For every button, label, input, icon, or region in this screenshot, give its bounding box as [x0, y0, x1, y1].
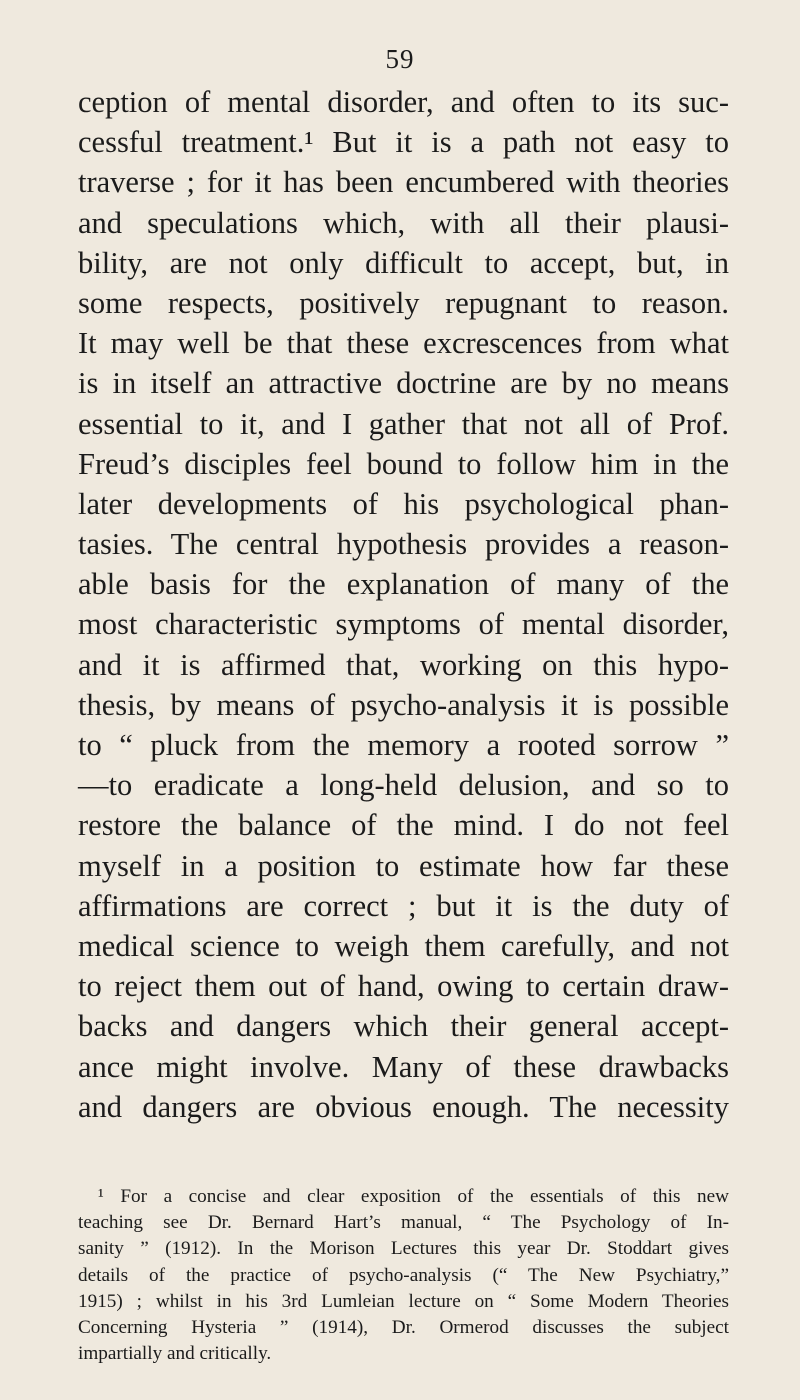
footnotes: [78, 1184, 729, 1367]
body-line: myself in a position to estimate how far these: [78, 848, 729, 883]
body-line: It may well be that these excrescences from what: [78, 326, 729, 361]
footnote-line: 1915) ; whilst in his 3rd Lumleian lecture on “ Some Modern Theories: [78, 1290, 729, 1312]
footnote-line: Concerning Hysteria ” (1914), Dr. Ormerod discusses the subject: [78, 1316, 729, 1338]
body-line: traverse ; for it has been encumbered with theories: [78, 165, 729, 200]
body-line: cessful treatment.¹ But it is a path not easy to: [78, 125, 729, 160]
body-line: Freud’s disciples feel bound to follow him in the: [78, 446, 729, 481]
body-line: backs and dangers which their general accept-: [78, 1009, 729, 1044]
body-line: restore the balance of the mind. I do not feel: [78, 808, 729, 843]
body-line: medical science to weigh them carefully, and not: [78, 928, 729, 963]
body-line: —to eradicate a long-held delusion, and so to: [78, 768, 729, 803]
page-number: 59: [385, 44, 415, 74]
body-line: ance might involve. Many of these drawbacks: [78, 1049, 729, 1084]
body-line: ception of mental disorder, and often to its suc-: [78, 85, 729, 119]
body-line: to reject them out of hand, owing to certain draw-: [78, 969, 729, 1004]
body-line: and speculations which, with all their plausi-: [78, 205, 729, 240]
footnote-line: ¹ For a concise and clear exposition of the essentials of this new: [98, 1186, 729, 1207]
body-line: later developments of his psychological phan-: [78, 486, 729, 521]
body-line: bility, are not only difficult to accept, but, in: [78, 245, 729, 280]
footnote-line: teaching see Dr. Bernard Hart’s manual, “ The Psychology of In-: [78, 1212, 729, 1234]
body-line: is in itself an attractive doctrine are by no means: [78, 366, 729, 401]
body-line: and dangers are obvious enough. The necessity: [78, 1089, 729, 1124]
footnote-line: details of the practice of psycho-analysis (“ The New Psychiatry,”: [78, 1264, 729, 1286]
body-line: most characteristic symptoms of mental disorder,: [78, 607, 729, 642]
footnote-line: sanity ” (1912). In the Morison Lectures this year Dr. Stoddart gives: [78, 1238, 729, 1260]
body-line: some respects, positively repugnant to reason.: [78, 285, 729, 320]
body-text: [78, 82, 729, 1127]
body-line: to “ pluck from the memory a rooted sorrow ”: [78, 728, 729, 762]
footnote-line: impartially and critically.: [78, 1343, 272, 1365]
body-line: affirmations are correct ; but it is the duty of: [78, 888, 729, 923]
body-line: and it is affirmed that, working on this hypo-: [78, 647, 729, 682]
body-line: thesis, by means of psycho-analysis it is possible: [78, 687, 729, 722]
body-line: essential to it, and I gather that not all of Prof.: [78, 406, 729, 441]
body-line: tasies. The central hypothesis provides a reason-: [78, 527, 729, 562]
body-line: able basis for the explanation of many of the: [78, 567, 729, 602]
